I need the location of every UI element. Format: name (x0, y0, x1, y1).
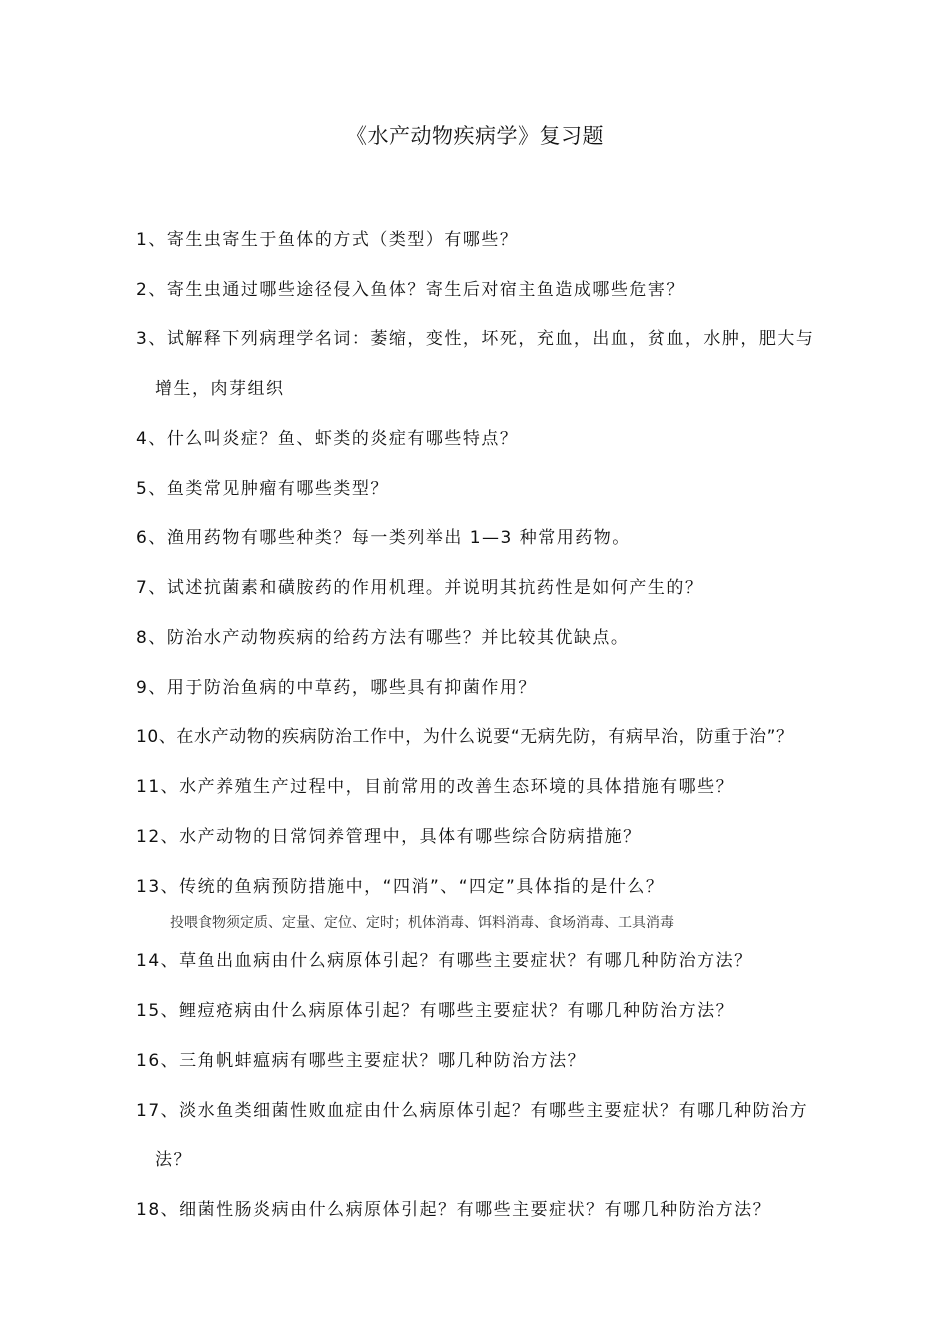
question-16: 16、三角帆蚌瘟病有哪些主要症状？哪几种防治方法？ (136, 1051, 587, 1071)
question-14: 14、草鱼出血病由什么病原体引起？有哪些主要症状？有哪几种防治方法？ (136, 951, 753, 971)
question-10: 10、在水产动物的疾病防治工作中，为什么说要“无病先防，有病早治，防重于治”？ (136, 727, 794, 747)
question-17-continuation: 法？ (155, 1150, 192, 1170)
document-title: 《水产动物疾病学》复习题 (346, 124, 604, 148)
question-2: 2、寄生虫通过哪些途径侵入鱼体？寄生后对宿主鱼造成哪些危害？ (136, 280, 685, 300)
question-4: 4、什么叫炎症？鱼、虾类的炎症有哪些特点？ (136, 429, 519, 449)
question-1: 1、寄生虫寄生于鱼体的方式（类型）有哪些？ (136, 230, 519, 250)
question-15: 15、鲤痘疮病由什么病原体引起？有哪些主要症状？有哪几种防治方法？ (136, 1001, 735, 1021)
question-13: 13、传统的鱼病预防措施中，“四消”、“四定”具体指的是什么？ (136, 877, 665, 897)
question-7: 7、试述抗菌素和磺胺药的作用机理。并说明其抗药性是如何产生的？ (136, 578, 704, 598)
question-8: 8、防治水产动物疾病的给药方法有哪些？并比较其优缺点。 (136, 628, 630, 648)
question-5: 5、鱼类常见肿瘤有哪些类型？ (136, 479, 389, 499)
question-3-continuation: 增生，肉芽组织 (155, 379, 285, 399)
question-6: 6、渔用药物有哪些种类？每一类列举出 1—3 种常用药物。 (136, 528, 631, 548)
question-12: 12、水产动物的日常饲养管理中，具体有哪些综合防病措施？ (136, 827, 642, 847)
question-17: 17、淡水鱼类细菌性败血症由什么病原体引起？有哪些主要症状？有哪几种防治方 (136, 1101, 809, 1121)
question-18: 18、细菌性肠炎病由什么病原体引起？有哪些主要症状？有哪几种防治方法？ (136, 1200, 772, 1220)
question-9: 9、用于防治鱼病的中草药，哪些具有抑菌作用？ (136, 678, 537, 698)
question-11: 11、水产养殖生产过程中，目前常用的改善生态环境的具体措施有哪些？ (136, 777, 735, 797)
question-3: 3、试解释下列病理学名词：萎缩，变性，坏死，充血，出血，贫血，水肿，肥大与 (136, 329, 815, 349)
question-13-answer-note: 投喂食物须定质、定量、定位、定时；机体消毒、饵料消毒、食场消毒、工具消毒 (170, 915, 674, 931)
